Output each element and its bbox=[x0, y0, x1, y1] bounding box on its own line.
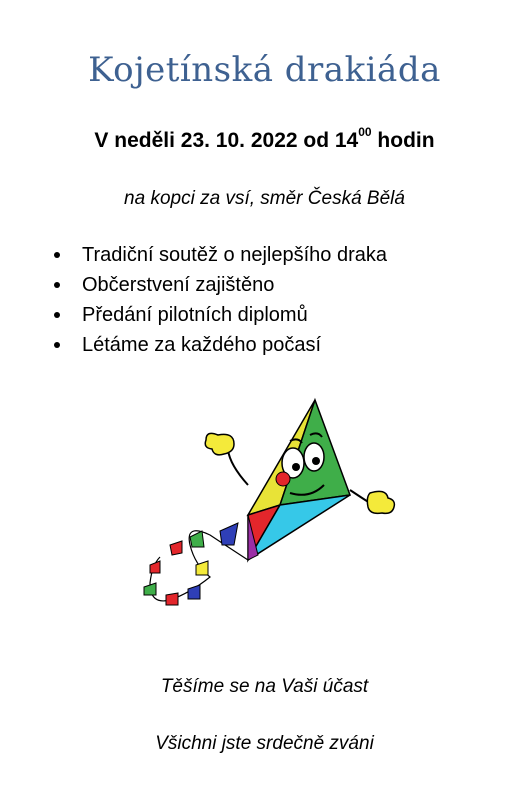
bullet-icon bbox=[54, 342, 60, 348]
kite-illustration bbox=[130, 395, 400, 625]
list-item-text: Předání pilotních diplomů bbox=[82, 304, 308, 326]
time-minutes: 00 bbox=[358, 125, 372, 139]
invitation-line: Všichni jste srdečně zváni bbox=[155, 733, 374, 754]
list-item-text: Tradiční soutěž o nejlepšího draka bbox=[82, 244, 387, 266]
page-title: Kojetínská drakiáda bbox=[88, 50, 441, 90]
date-suffix: hodin bbox=[371, 129, 435, 152]
list-item-text: Občerstvení zajištěno bbox=[82, 274, 275, 296]
program-list bbox=[54, 240, 387, 360]
closing-line: Těšíme se na Vaši účast bbox=[160, 676, 369, 697]
list-item bbox=[54, 330, 387, 360]
bullet-icon bbox=[54, 282, 60, 288]
event-location: na kopci za vsí, směr Česká Bělá bbox=[124, 188, 405, 209]
date-text: V neděli 23. 10. 2022 od 14 bbox=[94, 129, 359, 152]
event-date bbox=[0, 125, 529, 153]
bullet-icon bbox=[54, 252, 60, 258]
bullet-icon bbox=[54, 312, 60, 318]
list-item-text: Létáme za každého počasí bbox=[82, 334, 322, 356]
list-item bbox=[54, 270, 387, 300]
list-item bbox=[54, 240, 387, 270]
list-item bbox=[54, 300, 387, 330]
